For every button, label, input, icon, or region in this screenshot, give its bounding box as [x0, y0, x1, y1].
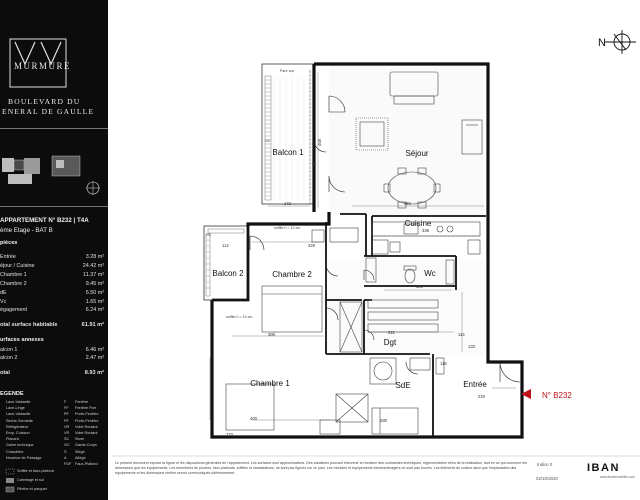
divider	[0, 128, 108, 129]
gc-label: GC	[265, 139, 271, 143]
rooms-heading: pièces	[0, 240, 18, 246]
logo-wordmark: MURMURE	[14, 61, 72, 71]
room-row: Chambre 1 11.37 m²	[0, 272, 104, 278]
north-label: N	[598, 37, 606, 49]
legend-list: Fenêtre Fenêtre Fixe Porte-Fenêtre Porte-Fenêtre Volet Roulant Volet Roulant Store Garde-Corps Siège Allège Faux-Plafond	[75, 400, 99, 467]
dim-label: 329	[308, 243, 315, 248]
legend-list: Lave-Vaisselle Lave-Linge Lave-Vaisselle Sèche-Serviette Réfrigérateur Emp. Cuisson Placard Gaine technique Chaudière Nourrice de Passage	[6, 400, 42, 460]
dim-label: 221	[388, 330, 395, 335]
room-label-sde: SdE	[395, 381, 411, 390]
legend-extra: Carrelage et sol	[17, 478, 44, 482]
total-annex-row: otal 8.93 m²	[0, 370, 104, 376]
dim-label: 180	[416, 284, 423, 289]
room-label-wc: Wc	[424, 269, 436, 278]
legend-heading: EGENDE	[0, 391, 24, 397]
dim-label: 118	[440, 361, 447, 366]
sejour-floor	[329, 65, 484, 215]
info-sidebar	[0, 0, 108, 500]
room-label-dgt: Dgt	[383, 338, 397, 347]
dim-label: 142	[284, 201, 291, 206]
legend-extra: Soffite et faux-plafond	[17, 469, 54, 473]
dim-label: 484	[404, 201, 411, 206]
annex-row: alcon 1 6.46 m²	[0, 347, 104, 353]
room-row: dE 5.50 m²	[0, 290, 104, 296]
brand-logo: IBAN	[587, 462, 620, 474]
brand-url: www.ibanimmobilier.com	[600, 475, 635, 479]
divider	[0, 206, 108, 207]
key-plan-icon	[0, 150, 108, 200]
address-line-2: ENERAL DE GAULLE	[2, 107, 95, 116]
room-row: Vc 1.65 m²	[0, 299, 104, 305]
room-row: éjour / Cuisine 24.42 m²	[0, 263, 104, 269]
address-line-1: BOULEVARD DU	[8, 97, 81, 106]
annex-heading: urfaces annexes	[0, 337, 44, 343]
legend-codes: F FF PF PF VR VR SC GC S A FDF	[64, 400, 72, 467]
annex-row: alcon 2 2.47 m²	[0, 355, 104, 361]
flat-number-label: N° B232	[542, 391, 572, 400]
floor-label: ème Etage - BAT B	[0, 227, 53, 234]
revision-index: Indice 0	[537, 462, 553, 467]
dim-label: 400	[250, 416, 257, 421]
pare-vue-label: Pare vue	[280, 69, 295, 73]
disclaimer-text: Le présent document expose la figure et les dispositions générales de l'appartement. Les surfaces sont approximatives. Des variations pouvant intervenir en fonction des contraintes techniques, réglementaires et/ou de la réalisation, tant en ce qui concerne les dimensions que les équipements. Les retombées de poutres, faux-plafonds, soffites et canalisations, ne sont pas figurés sur ce plan. Les meubles et équipements électroménagers ne sont pas fournis. Les éléments de cuisine ainsi que l'implantation des équipements et les dimensions réelles seront communiqués ultérieurement.	[115, 461, 527, 475]
revision-date: 02/10/2020	[536, 476, 558, 481]
room-row: égagement 6.24 m²	[0, 307, 104, 313]
dim-label: 114	[222, 243, 229, 248]
dim-label: 220	[478, 394, 485, 399]
gc-label: GC	[206, 233, 212, 237]
room-label-sejour: Séjour	[405, 149, 429, 158]
north-arrow-icon	[604, 30, 636, 54]
dgt-floor	[327, 260, 485, 355]
apartment-title: APPARTEMENT N° B232 | T4A	[0, 217, 89, 224]
floor-plan	[108, 0, 640, 500]
dim-label: 280	[380, 418, 387, 423]
room-label-entree: Entrée	[463, 380, 487, 389]
room-row: Chambre 2 9.45 m²	[0, 281, 104, 287]
room-label-cuisine: Cuisine	[404, 219, 432, 228]
room-label-chambre2: Chambre 2	[272, 270, 312, 279]
dim-label: 114	[458, 332, 465, 337]
soffite-label: soffite h = 10 cm	[274, 226, 301, 230]
soffite-label: soffite h = 10 cm	[226, 315, 253, 319]
dim-label: 338	[422, 228, 429, 233]
room-row: Entrée 3.28 m²	[0, 254, 104, 260]
balcony-2	[204, 226, 248, 300]
room-label-chambre1: Chambre 1	[250, 379, 290, 388]
dim-label: 133	[468, 344, 475, 349]
dim-label: 386	[268, 332, 275, 337]
balcony-1	[262, 64, 314, 204]
room-label-balcon1: Balcon 1	[272, 148, 304, 157]
dim-label: 468	[317, 139, 322, 146]
dim-label: 270	[226, 432, 233, 437]
room-label-balcon2: Balcon 2	[212, 269, 244, 278]
legend-extra: Plinthe et parquet	[17, 487, 47, 491]
total-habitable-row: otal surface habitable 61.91 m²	[0, 322, 104, 328]
pf-label: PF	[312, 163, 317, 167]
